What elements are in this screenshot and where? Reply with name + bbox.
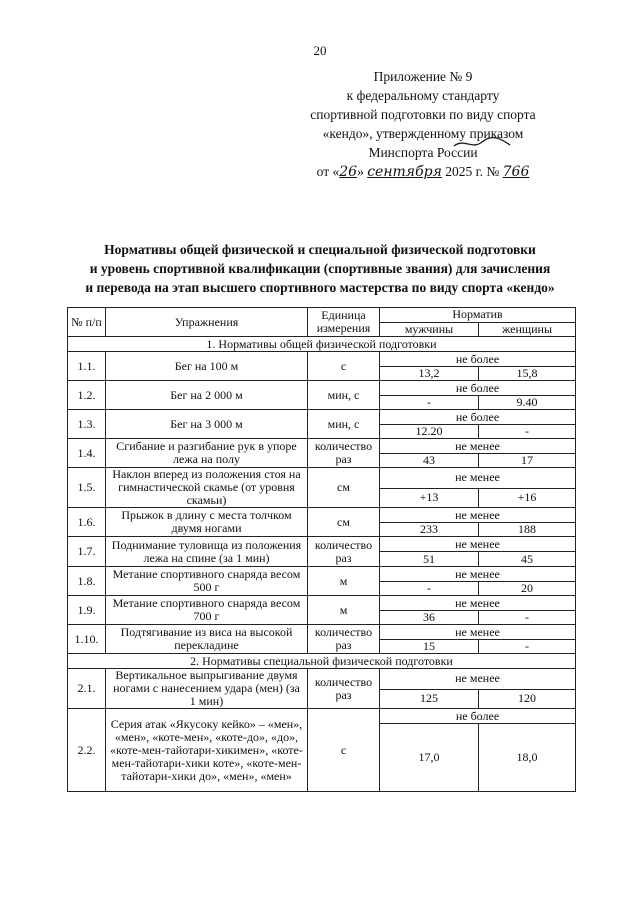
document-heading (40, 240, 600, 297)
table-row (68, 669, 576, 690)
row-exercise: Метание спортивного снаряда весом 500 г (106, 567, 308, 596)
row-comparator: не менее (380, 625, 576, 640)
table-row (68, 709, 576, 724)
row-num: 1.6. (68, 508, 106, 537)
appendix-block (258, 67, 588, 182)
appendix-title: Приложение № 9 (373, 69, 473, 84)
row-unit: количество раз (308, 625, 380, 654)
order-number: 766 (502, 164, 530, 180)
row-women-value: 18,0 (479, 724, 576, 792)
row-num: 1.8. (68, 567, 106, 596)
row-unit: см (308, 508, 380, 537)
date-day: 26 (339, 164, 358, 180)
row-unit: количество раз (308, 537, 380, 567)
table-row (68, 625, 576, 640)
table-row (68, 508, 576, 523)
header-unit: Единица измерения (308, 308, 380, 337)
row-unit: с (308, 709, 380, 792)
row-num: 1.3. (68, 410, 106, 439)
row-men-value: 15 (380, 640, 479, 654)
row-comparator: не более (380, 410, 576, 425)
header-men: мужчины (380, 322, 479, 337)
row-women-value: 45 (479, 552, 576, 567)
table-row (68, 596, 576, 611)
appendix-line: Минспорта России (368, 145, 478, 160)
row-num: 1.10. (68, 625, 106, 654)
row-comparator: не более (380, 381, 576, 396)
row-comparator: не более (380, 709, 576, 724)
row-unit: количество раз (308, 669, 380, 709)
row-unit: количество раз (308, 439, 380, 468)
table-row (68, 439, 576, 454)
row-exercise: Вертикальное выпрыгивание двумя ногами с нанесением удара (мен) (за 1 мин) (106, 669, 308, 709)
signature-stroke-icon (452, 136, 512, 150)
row-exercise: Бег на 2 000 м (106, 381, 308, 410)
heading-line: и уровень спортивной квалификации (спортивные звания) для зачисления (89, 261, 551, 276)
row-men-value: 12.20 (380, 425, 479, 439)
date-sep: » (357, 164, 364, 179)
header-row (68, 308, 576, 323)
row-num: 1.7. (68, 537, 106, 567)
row-women-value: 188 (479, 523, 576, 537)
row-num: 1.4. (68, 439, 106, 468)
table-row (68, 468, 576, 489)
table-row (68, 537, 576, 552)
row-women-value: 15,8 (479, 367, 576, 381)
table-row (68, 567, 576, 582)
row-men-value: 43 (380, 454, 479, 468)
table-row (68, 352, 576, 367)
row-women-value: - (479, 640, 576, 654)
row-unit: с (308, 352, 380, 381)
header-norm: Норматив (380, 308, 576, 323)
row-comparator: не менее (380, 508, 576, 523)
row-exercise: Прыжок в длину с места толчком двумя ногами (106, 508, 308, 537)
row-exercise: Бег на 3 000 м (106, 410, 308, 439)
row-comparator: не менее (380, 468, 576, 489)
row-num: 1.5. (68, 468, 106, 508)
header-num: № п/п (68, 308, 106, 337)
row-comparator: не менее (380, 669, 576, 690)
row-num: 2.1. (68, 669, 106, 709)
row-women-value: +16 (479, 488, 576, 507)
row-unit: м (308, 567, 380, 596)
row-exercise: Метание спортивного снаряда весом 700 г (106, 596, 308, 625)
table-row (68, 381, 576, 396)
row-unit: см (308, 468, 380, 508)
appendix-line: спортивной подготовки по виду спорта (310, 107, 536, 122)
row-comparator: не менее (380, 567, 576, 582)
appendix-line: к федеральному стандарту (346, 88, 500, 103)
row-men-value: 13,2 (380, 367, 479, 381)
row-men-value: - (380, 582, 479, 596)
row-unit: мин, с (308, 381, 380, 410)
row-women-value: 9.40 (479, 396, 576, 410)
date-year: 2025 г. № (445, 164, 500, 179)
row-exercise: Наклон вперед из положения стоя на гимнастической скамье (от уровня скамьи) (106, 468, 308, 508)
appendix-date (258, 162, 588, 182)
row-men-value: - (380, 396, 479, 410)
row-exercise: Бег на 100 м (106, 352, 308, 381)
row-men-value: 17,0 (380, 724, 479, 792)
row-comparator: не более (380, 352, 576, 367)
row-men-value: 36 (380, 611, 479, 625)
section-title: 1. Нормативы общей физической подготовки (68, 337, 576, 352)
section-row (68, 337, 576, 352)
row-men-value: 233 (380, 523, 479, 537)
row-women-value: 17 (479, 454, 576, 468)
row-exercise: Поднимание туловища из положения лежа на спине (за 1 мин) (106, 537, 308, 567)
row-women-value: - (479, 425, 576, 439)
row-exercise: Подтягивание из виса на высокой перекладине (106, 625, 308, 654)
norms-table (67, 307, 576, 792)
section-row (68, 654, 576, 669)
row-comparator: не менее (380, 596, 576, 611)
row-comparator: не менее (380, 439, 576, 454)
row-num: 1.9. (68, 596, 106, 625)
page-number: 20 (313, 43, 327, 58)
row-men-value: 125 (380, 689, 479, 708)
appendix-line: «кендо», утвержденному приказом (322, 126, 524, 141)
row-exercise: Сгибание и разгибание рук в упоре лежа на полу (106, 439, 308, 468)
row-unit: мин, с (308, 410, 380, 439)
row-women-value: 120 (479, 689, 576, 708)
row-women-value: 20 (479, 582, 576, 596)
row-comparator: не менее (380, 537, 576, 552)
row-women-value: - (479, 611, 576, 625)
row-num: 1.1. (68, 352, 106, 381)
heading-line: Нормативы общей физической и специальной физической подготовки (104, 242, 536, 257)
date-month: сентября (367, 164, 442, 180)
row-unit: м (308, 596, 380, 625)
header-exercise: Упражнения (106, 308, 308, 337)
row-num: 2.2. (68, 709, 106, 792)
header-women: женщины (479, 322, 576, 337)
heading-line: и перевода на этап высшего спортивного мастерства по виду спорта «кендо» (85, 280, 555, 295)
row-exercise: Серия атак «Якусоку кейко» – «мен», «мен», «коте-мен», «коте-до», «до», «коте-мен-тайотари-хикимен», «коте-мен-тайотари-хики коте», «коте-мен-тайотари-хики до», «мен», «мен» (106, 709, 308, 792)
row-men-value: +13 (380, 488, 479, 507)
row-num: 1.2. (68, 381, 106, 410)
date-prefix: от « (316, 164, 340, 179)
section-title: 2. Нормативы специальной физической подготовки (68, 654, 576, 669)
table-row (68, 410, 576, 425)
row-men-value: 51 (380, 552, 479, 567)
